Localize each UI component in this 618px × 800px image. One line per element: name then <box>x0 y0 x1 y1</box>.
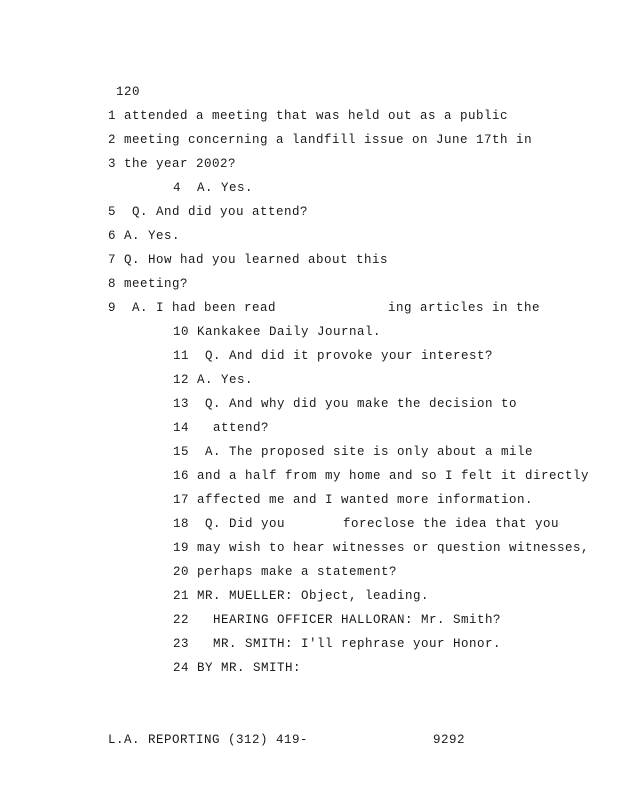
line-11: 11 Q. And did it provoke your interest? <box>173 349 494 363</box>
line-12: 12 A. Yes. <box>173 373 254 387</box>
line-7: 7 Q. How had you learned about this <box>108 253 389 267</box>
line-9: 9 A. I had been read <box>108 301 277 315</box>
line-18-continued: foreclose the idea that you <box>343 517 560 531</box>
line-5: 5 Q. And did you attend? <box>108 205 309 219</box>
line-19: 19 may wish to hear witnesses or question witnesses, <box>173 541 590 555</box>
line-22: 22 HEARING OFFICER HALLORAN: Mr. Smith? <box>173 613 502 627</box>
line-13: 13 Q. And why did you make the decision to <box>173 397 518 411</box>
line-24: 24 BY MR. SMITH: <box>173 661 302 675</box>
line-1: 1 attended a meeting that was held out as a public <box>108 109 509 123</box>
line-2: 2 meeting concerning a landfill issue on June 17th in <box>108 133 533 147</box>
line-14: 14 attend? <box>173 421 270 435</box>
footer-number: 9292 <box>433 733 466 747</box>
line-16: 16 and a half from my home and so I felt it directly <box>173 469 590 483</box>
line-3: 3 the year 2002? <box>108 157 237 171</box>
line-8: 8 meeting? <box>108 277 189 291</box>
line-21: 21 MR. MUELLER: Object, leading. <box>173 589 430 603</box>
line-20: 20 perhaps make a statement? <box>173 565 398 579</box>
line-10: 10 Kankakee Daily Journal. <box>173 325 382 339</box>
line-18: 18 Q. Did you <box>173 517 286 531</box>
line-17: 17 affected me and I wanted more information. <box>173 493 534 507</box>
line-9-continued: ing articles in the <box>388 301 541 315</box>
line-15: 15 A. The proposed site is only about a mile <box>173 445 534 459</box>
line-6: 6 A. Yes. <box>108 229 181 243</box>
page-number: 120 <box>116 85 141 99</box>
footer-reporter: L.A. REPORTING (312) 419- <box>108 733 309 747</box>
line-4: 4 A. Yes. <box>173 181 254 195</box>
line-23: 23 MR. SMITH: I'll rephrase your Honor. <box>173 637 502 651</box>
